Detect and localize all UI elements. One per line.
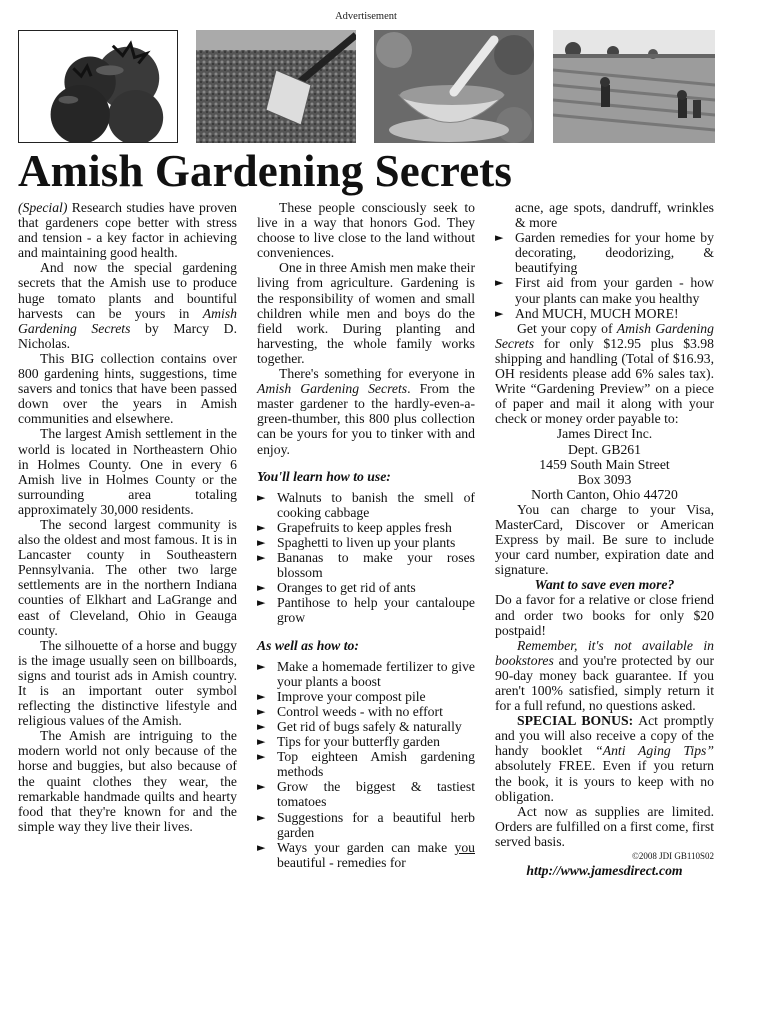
- address-line: North Canton, Ohio 44720: [531, 486, 678, 502]
- order-paragraph: [495, 321, 714, 427]
- intro-paragraph: [18, 200, 237, 260]
- text: There's something for everyone in: [279, 366, 475, 382]
- booklet-title: “Anti Aging Tips”: [595, 743, 714, 759]
- act-now-paragraph: Act now as supplies are limited. Orders are fulfilled on a first come, first served basis.: [495, 803, 714, 849]
- column-3: [495, 200, 714, 878]
- learn-heading: You'll learn how to use:: [257, 468, 391, 484]
- list-item: ► Tips for your butterfly garden: [257, 734, 475, 749]
- paragraph: The largest Amish settlement in the world is located in Northeastern Ohio in Holmes County. One in every 6 Amish live in Holmes County or the surrounding area totaling approximately 30,000 residents.: [18, 426, 237, 517]
- list-continuation: acne, age spots, dandruff, wrinkles & more: [515, 200, 714, 231]
- list-item: ► Grapefruits to keep apples fresh: [257, 520, 475, 535]
- copyright-code: ©2008 JDI GB110S02: [631, 851, 714, 862]
- text: for only $12.95 plus $3.98 shipping and handling (Total of $16.93, OH residents please add 6% sales tax). Write “Gardening Preview” on a piece of paper and mail it along with your check or money order payable to:: [495, 335, 714, 427]
- paragraph: The second largest community is also the oldest and most famous. It is in Lancaster county in Southeastern Pennsylvania. The other two large settlements are in the northern Indiana counties of Elkhart and LaGrange and east of Cleveland, Ohio in Geauga county.: [18, 516, 237, 638]
- list-item: ► Bananas to make your roses blossom: [257, 550, 475, 580]
- column-2: [257, 200, 475, 870]
- intro-text: Research studies have proven that gardeners cope better with stress and tension - a key factor in achieving and maintaining good health.: [18, 200, 237, 261]
- italic-text: Remember, it's not available in bookstores: [495, 637, 714, 668]
- address-line: 1459 South Main Street: [539, 456, 670, 472]
- list-item: ► Control weeds - with no effort: [257, 704, 475, 719]
- address-line: Box 3093: [577, 471, 632, 487]
- learn-list: [257, 490, 475, 626]
- text: And now the special gardening secrets that the Amish use to produce huge tomato plants and bountiful harvests can be yours in: [18, 260, 237, 321]
- paragraph: The silhouette of a horse and buggy is the image usually seen on billboards, signs and tourist ads in Amish country. It is an important outer symbol reflecting the distinctive lifestyle and religious values of the Amish.: [18, 637, 237, 729]
- paragraph: This BIG collection contains over 800 gardening hints, suggestions, time savers and tonics that have been passed down over the years in Amish communities and elsewhere.: [18, 350, 237, 427]
- advertisement-label: Advertisement: [335, 11, 397, 22]
- paragraph: [18, 260, 237, 351]
- website-link[interactable]: http://www.jamesdirect.com: [526, 863, 683, 879]
- save-paragraph: Do a favor for a relative or close friend and order two books for only $20 postpaid!: [495, 592, 714, 638]
- paragraph: One in three Amish men make their living from agriculture. Gardening is the responsibility of women and small children while men and boys do the field work. During planting and harvesting, the whole family works together.: [257, 260, 475, 366]
- paragraph: These people consciously seek to live in a way that honors God. They choose to live close to the land without conveniences.: [257, 200, 475, 261]
- save-heading: Want to save even more?: [534, 577, 675, 593]
- list-item: ► First aid from your garden - how your plants can make you healthy: [495, 275, 714, 305]
- text: Get your copy of: [517, 320, 617, 336]
- bonus-label: SPECIAL BONUS:: [517, 713, 634, 729]
- also-list: [257, 659, 475, 870]
- book-title: Amish Gardening Secrets: [495, 320, 714, 351]
- text: absolutely FREE. Even if you return the book, it is yours to keep with no obligation.: [495, 758, 714, 804]
- list-item: ► Grow the biggest & tastiest tomatoes: [257, 779, 475, 809]
- tomatoes-photo: [18, 30, 178, 143]
- list-item: ► Spaghetti to liven up your plants: [257, 535, 475, 550]
- list-item: [257, 840, 475, 870]
- list-item: ► Oranges to get rid of ants: [257, 580, 475, 595]
- list-item: ► And MUCH, MUCH MORE!: [495, 306, 714, 321]
- text: and you're protected by our 90-day money back guarantee. If you aren't 100% satisfied, simply return it for a full refund, no questions asked.: [495, 652, 714, 714]
- list-item: ► Garden remedies for your home by decorating, deodorizing, & beautifying: [495, 230, 714, 275]
- text: beautiful - remedies for: [277, 854, 406, 870]
- list-item: ► Improve your compost pile: [257, 689, 475, 704]
- bonus-paragraph: [495, 713, 714, 804]
- text: Ways your garden can make: [277, 839, 455, 855]
- list-item: ► Make a homemade fertilizer to give your plants a boost: [257, 659, 475, 689]
- list-item: ► Walnuts to banish the smell of cooking cabbage: [257, 490, 475, 520]
- text: by Marcy D. Nicholas.: [18, 320, 237, 351]
- page-headline: Amish Gardening Secrets: [18, 146, 512, 196]
- charge-paragraph: You can charge to your Visa, MasterCard, Discover or American Express by mail. Be sure to include your card number, expiration date and signature.: [495, 501, 714, 578]
- column-1: [18, 200, 237, 834]
- list-item: ► Suggestions for a beautiful herb garden: [257, 810, 475, 840]
- photo-strip: [18, 30, 715, 143]
- guarantee-paragraph: [495, 638, 714, 713]
- book-title: Amish Gardening Secrets: [18, 305, 237, 336]
- list-item: ► Top eighteen Amish gardening methods: [257, 749, 475, 779]
- paragraph: [257, 366, 475, 457]
- text: Act promptly and you will also receive a copy of the handy booklet: [495, 713, 714, 759]
- special-label: (Special): [18, 200, 68, 215]
- mortar-and-pestle-photo: [374, 30, 534, 143]
- also-heading: As well as how to:: [257, 637, 359, 653]
- remedies-list: [495, 230, 714, 321]
- hoe-in-soil-photo: [196, 30, 356, 143]
- field-workers-photo: [553, 30, 715, 143]
- address-line: Dept. GB261: [568, 441, 641, 457]
- underlined-word: you: [454, 839, 475, 855]
- text: . From the master gardener to the hardly-even-a-green-thumber, this 800 plus collection can be yours for you to tinker with and enjoy.: [257, 381, 475, 457]
- paragraph: The Amish are intriguing to the modern world not only because of the horse and buggies, but also because of the quaint clothes they wear, the remarkable handmade quilts and hearty food that they're known for and the simple way they live their lives.: [18, 728, 237, 834]
- address-line: James Direct Inc.: [556, 426, 653, 442]
- book-title: Amish Gardening Secrets: [257, 381, 408, 397]
- list-item: ► Get rid of bugs safely & naturally: [257, 719, 475, 734]
- list-item: ► Pantihose to help your cantaloupe grow: [257, 595, 475, 625]
- mailing-address: [495, 426, 714, 501]
